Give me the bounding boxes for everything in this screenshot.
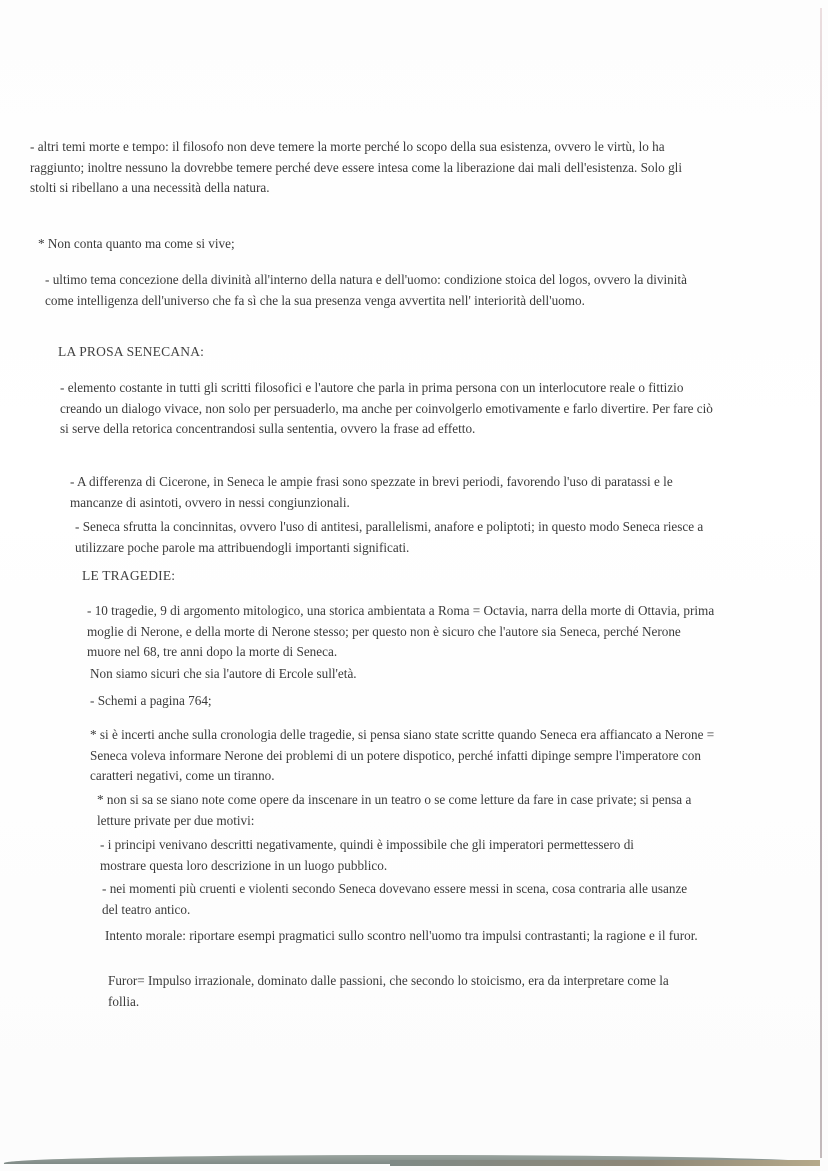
paragraph-elemento-costante: - elemento costante in tutti gli scritti filosofici e l'autore che parla in prima persona con un interlocutore reale o fittizio creando un dialogo vivace, non solo per persuaderlo, ma anche per coinvolgerlo emotivamente e farlo divertire. Per fare ciò si serve della retorica concentrandosi sulla sententia, ovvero la frase ad effetto. xyxy=(60,380,713,436)
paragraph-intento-morale: Intento morale: riportare esempi pragmatici sullo scontro nell'uomo tra impulsi contrastanti; la ragione e il furor. xyxy=(105,928,698,943)
paragraph-cronologia: * si è incerti anche sulla cronologia delle tragedie, si pensa siano state scritte quando Seneca era affiancato a Nerone = Seneca voleva informare Nerone dei problemi di un potere dispotico, perché infatti dipinge sempre l'imperatore con caratteri negativi, come un tiranno. xyxy=(90,727,715,783)
heading-tragedie: LE TRAGEDIE: xyxy=(82,568,176,583)
paragraph-divinita: - ultimo tema concezione della divinità all'interno della natura e dell'uomo: condizione stoica del logos, ovvero la divinità come intelligenza dell'universo che fa sì che la sua presenza venga avvertita nell' interiorità dell'uomo. xyxy=(45,272,687,308)
paragraph-schemi: - Schemi a pagina 764; xyxy=(90,693,212,708)
paragraph-differenza-cicerone: - A differenza di Cicerone, in Seneca le ampie frasi sono spezzate in brevi periodi, favorendo l'uso di paratassi e le mancanze di asintoti, ovvero in nessi congiunzionali. xyxy=(70,474,673,510)
paragraph-momenti-cruenti: - nei momenti più cruenti e violenti secondo Seneca dovevano essere messi in scena, cosa contraria alle usanze del teatro antico. xyxy=(102,881,688,917)
paragraph-concinnitas: - Seneca sfrutta la concinnitas, ovvero l'uso di antitesi, parallelismi, anafore e poliptoti; in questo modo Seneca riesce a utilizzare poche parole ma attribuendogli importanti significati. xyxy=(75,519,704,555)
paragraph-non-conta-quanto: * Non conta quanto ma come si vive; xyxy=(38,236,235,251)
page-bottom-shadow xyxy=(390,1160,820,1166)
heading-prosa-senecana: LA PROSA SENECANA: xyxy=(58,344,205,359)
paragraph-furor: Furor= Impulso irrazionale, dominato dalle passioni, che secondo lo stoicismo, era da interpretare come la follia. xyxy=(108,973,669,1009)
paragraph-dieci-tragedie: - 10 tragedie, 9 di argomento mitologico, una storica ambientata a Roma = Octavia, narra della morte di Ottavia, prima moglie di Nerone, e della morte di Nerone stesso; per questo non è sicuro che l'autore sia Seneca, perché Nerone muore nel 68, tre anni dopo la morte di Seneca. xyxy=(87,603,715,659)
paragraph-principi-descritti: - i principi venivano descritti negativamente, quindi è impossibile che gli imperatori permettessero di mostrare questa loro descrizione in un luogo pubblico. xyxy=(100,837,634,873)
paragraph-teatro-o-letture: * non si sa se siano note come opere da inscenare in un teatro o se come letture da fare in case private; si pensa a letture private per due motivi: xyxy=(97,792,692,828)
paragraph-morte-tempo: - altri temi morte e tempo: il filosofo non deve temere la morte perché lo scopo della sua esistenza, ovvero le virtù, lo ha raggiunto; inoltre nessuno la dovrebbe temere perché deve essere intesa come la liberazione dai mali dell'esistenza. Solo gli stolti si ribellano a una necessità della natura. xyxy=(30,139,682,195)
paragraph-ercole: Non siamo sicuri che sia l'autore di Ercole sull'età. xyxy=(90,666,357,681)
page-right-edge xyxy=(820,8,822,1158)
